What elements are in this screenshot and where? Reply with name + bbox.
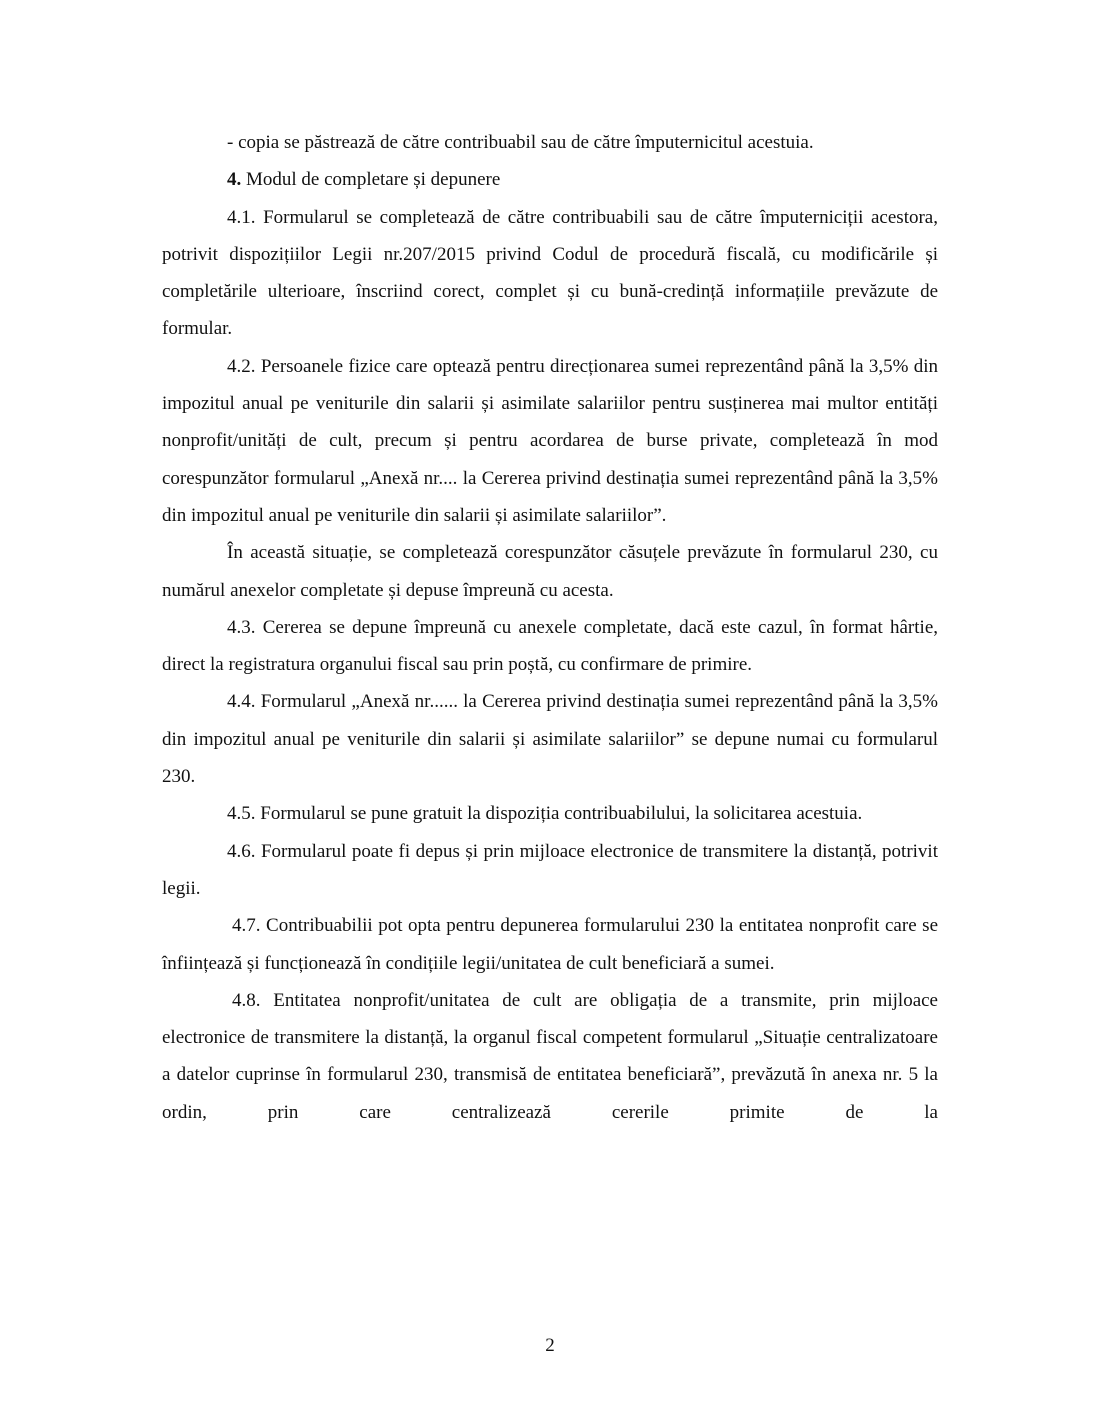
section-heading: [162, 161, 938, 198]
paragraph-4-4: 4.4. Formularul „Anexă nr...... la Cererea privind destinația sumei reprezentând până la 3,5% din impozitul anual pe veniturile din salarii și asimilate salariilor” se depune numai cu formularul 230.: [162, 691, 938, 788]
paragraph-4-3: 4.3. Cererea se depune împreună cu anexele completate, dacă este cazul, în format hârtie, direct la registratura organului fiscal sau prin poștă, cu confirmare de primire.: [162, 616, 938, 676]
section-title: Modul de completare și depunere: [246, 169, 501, 191]
intro-line: - copia se păstrează de către contribuabil sau de către împuternicitul acestuia.: [227, 132, 814, 153]
paragraph-4-5: 4.5. Formularul se pune gratuit la dispoziția contribuabilului, la solicitarea acestuia.: [227, 803, 863, 825]
document-body: [162, 124, 938, 1131]
page-number: 2: [545, 1335, 555, 1356]
section-number: 4.: [227, 169, 242, 191]
paragraph-4-6: 4.6. Formularul poate fi depus și prin mijloace electronice de transmitere la distanță, potrivit legii.: [162, 840, 938, 899]
paragraph-4-8: 4.8. Entitatea nonprofit/unitatea de cult are obligația de a transmite, prin mijloace electronice de transmitere la distanță, la organul fiscal competent formularul „Situație centralizatoare a datelor cuprinse în formularul 230, transmisă de entitatea beneficiară”, prevăzută în anexa nr. 5 la ordin, prin care centralizează cererile primite de la: [162, 989, 938, 1123]
paragraph-4-2: 4.2. Persoanele fizice care optează pentru direcționarea sumei reprezentând până la 3,5% din impozitul anual pe veniturile din salarii și asimilate salariilor pentru susținerea mai multor entități nonprofit/unități de cult, precum și pentru acordarea de burse private, completează în mod corespunzător formularul „Anexă nr.... la Cererea privind destinația sumei reprezentând până la 3,5% din impozitul anual pe veniturile din salarii și asimilate salariilor”.: [162, 355, 938, 526]
paragraph-situation: În această situație, se completează corespunzător căsuțele prevăzute în formularul 230, cu numărul anexelor completate și depuse împreună cu acesta.: [162, 542, 938, 601]
paragraph-4-1: 4.1. Formularul se completează de către contribuabili sau de către împuterniciții acestora, potrivit dispozițiilor Legii nr.207/2015 privind Codul de procedură fiscală, cu modificările și completările ulterioare, înscriind corect, complet și cu bună-credință informațiile prevăzute de formular.: [162, 206, 938, 340]
paragraph-4-7: 4.7. Contribuabilii pot opta pentru depunerea formularului 230 la entitatea nonprofit care se înființează și funcționează în condițiile legii/unitatea de cult beneficiară a sumei.: [162, 915, 938, 974]
